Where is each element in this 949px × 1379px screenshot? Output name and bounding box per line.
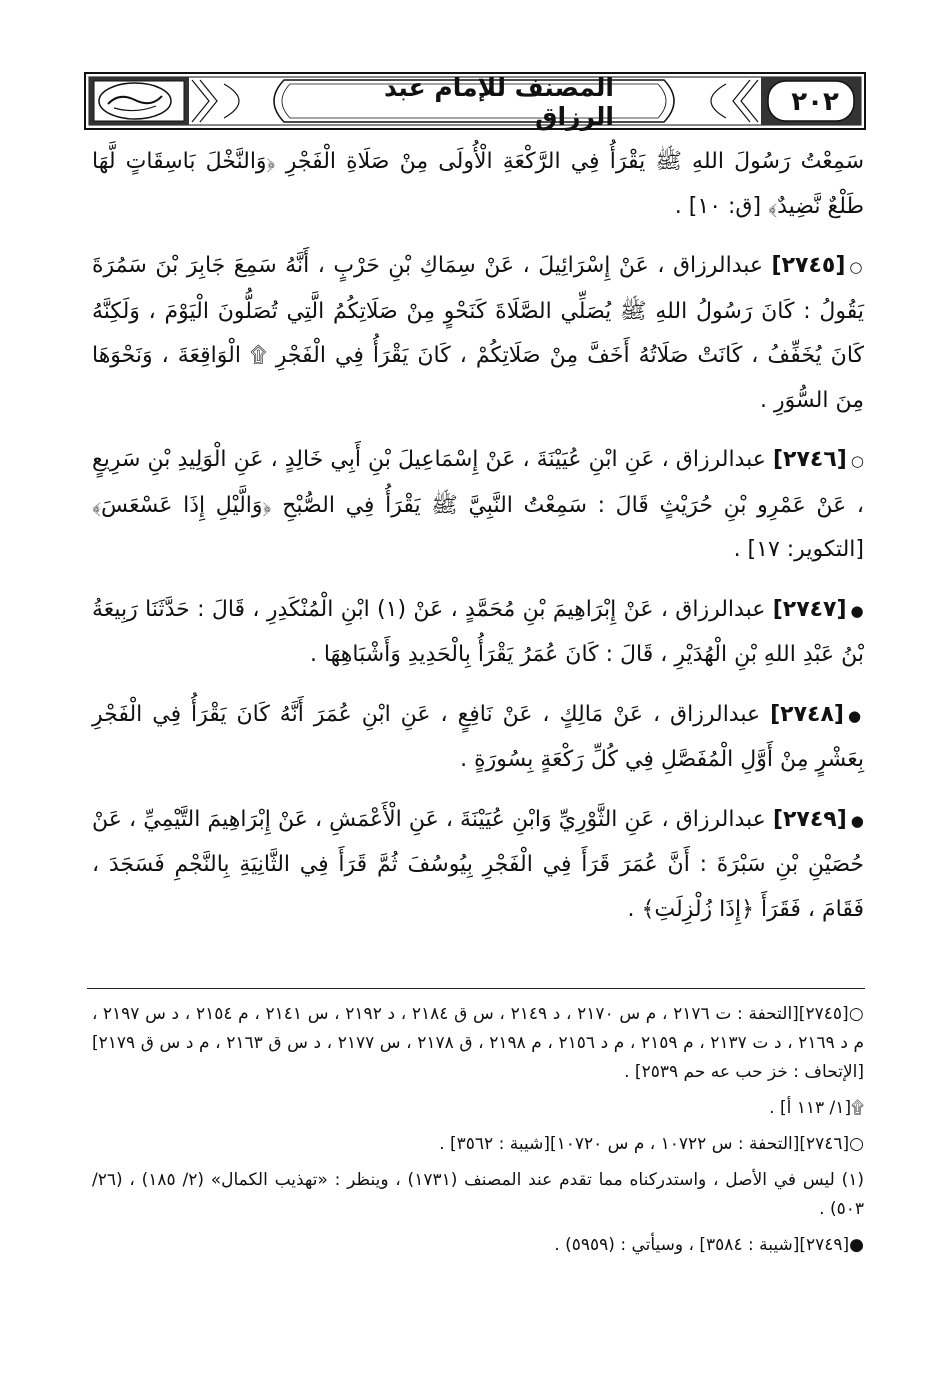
footnote-2745: ○[٢٧٤٥][التحفة : ت ٢١٧٦ ، م س ٢١٧٠ ، د ٢١٤٩ ، س ق ٢١٨٤ ، د ٢١٩٢ ، س ٢١٤١ ، م ٢١٥٤ ، د س ٢١٩٧ ، م د ٢١٦٩ ، د ت ٢١٣٧ ، م ٢١٥٩ ، م د ٢١٥٦ ، م ٢١٩٨ ، ق ٢١٧٨ ، س ٢١٧٧ ، د س ق ٢١٦٣ ، م د س ق ٢١٧٩][الإتحاف : خز حب عه حم ٢٥٣٩] .	[92, 1004, 865, 1082]
footnotes	[92, 1000, 864, 1267]
page-header	[84, 72, 866, 130]
footnote-1: (١) ليس في الأصل ، واستدركناه مما تقدم عند المصنف (١٧٣١) ، وينظر : «تهذيب الكمال» (٢/ ١٨٥) ، (٢٦/ ٥٠٣) .	[92, 1170, 864, 1219]
hadith-2746	[92, 438, 864, 573]
hadith-2745	[92, 244, 864, 423]
hadith-number: [٢٧٤٨]	[770, 701, 844, 727]
hadith-number: [٢٧٤٥]	[771, 253, 846, 278]
hadith-text: سَمِعْتُ رَسُولَ اللهِ ﷺ يَقْرَأُ فِي الرَّكْعَةِ الْأُولَى مِنْ صَلَاةِ الْفَجْرِ ﴿وَالنَّخْلَ بَاسِقَاتٍ لَّهَا طَلْعٌ نَّضِيدٌ﴾ [ق: ١٠] .	[92, 149, 864, 219]
hadith-marker: ●	[850, 601, 864, 620]
seal-icon	[94, 78, 176, 124]
hadith-number: [٢٧٤٩]	[772, 806, 847, 832]
hadith-2747	[92, 588, 864, 678]
hadith-text: عبدالرزاق ، عَنِ ابْنِ عُيَيْنَةَ ، عَنْ إِسْمَاعِيلَ بْنِ أَبِي خَالِدٍ ، عَنِ الْوَلِيدِ بْنِ سَرِيعٍ ، عَنْ عَمْرِو بْنِ حُرَيْثٍ قَالَ : سَمِعْتُ النَّبِيَّ ﷺ يَقْرَأُ فِي الصُّبْحِ ﴿وَالَّيْلِ إِذَا عَسْعَسَ﴾ [التكوير: ١٧] .	[92, 447, 864, 562]
footnote-2749: ●[٢٧٤٩][شيبة : ٣٥٨٤] ، وسيأتي : (٥٩٥٩) .	[554, 1235, 864, 1255]
footnote-divider	[87, 988, 865, 989]
header-title: المصنف للإمام عبد الرزاق	[383, 73, 614, 131]
hadith-text: عبدالرزاق ، عَنِ الثَّوْرِيِّ وَابْنِ عُيَيْنَةَ ، عَنِ الْأَعْمَشِ ، عَنْ إِبْرَاهِيمَ التَّيْمِيِّ ، عَنْ حُصَيْنِ بْنِ سَبْرَةَ : أَنَّ عُمَرَ قَرَأَ فِي الْفَجْرِ بِيُوسُفَ ثُمَّ قَرَأَ فِي الثَّانِيَةِ بِالنَّجْمِ فَسَجَدَ ، فَقَامَ ، فَقَرَأَ ﴿إِذَا زُلْزِلَتِ﴾ .	[92, 806, 864, 922]
hadith-marker: ○	[849, 258, 864, 276]
footnote-2746: ○[٢٧٤٦][التحفة : س ١٠٧٢٢ ، م س ١٠٧٢٠][شيبة : ٣٥٦٢] .	[439, 1134, 864, 1154]
hadith-marker: ●	[847, 706, 864, 725]
hadith-marker: ○	[850, 452, 864, 470]
hadith-2748	[92, 693, 864, 783]
hadith-continuation	[92, 140, 864, 229]
hadith-number: [٢٧٤٦]	[772, 447, 847, 472]
hadith-2749	[92, 798, 864, 933]
main-text	[92, 140, 864, 947]
hadith-number: [٢٧٤٧]	[772, 596, 847, 622]
hadith-marker: ●	[850, 811, 864, 830]
hadith-text: عبدالرزاق ، عَنْ إِسْرَائِيلَ ، عَنْ سِمَاكِ بْنِ حَرْبٍ ، أَنَّهُ سَمِعَ جَابِرَ بْنَ سَمُرَةَ يَقُولُ : كَانَ رَسُولُ اللهِ ﷺ يُصَلِّي الصَّلَاةَ كَنَحْوٍ مِنْ صَلَاتِكُمُ الَّتِي تُصَلُّونَ الْيَوْمَ ، وَلَكِنَّهُ كَانَ يُخَفِّفُ ، كَانَتْ صَلَاتُهُ أَخَفَّ مِنْ صَلَاتِكُمْ ، كَانَ يَقْرَأُ فِي الْفَجْرِ ۩ الْوَاقِعَةَ ، وَنَحْوَهَا مِنَ السُّوَرِ .	[92, 253, 864, 413]
hadith-text: عبدالرزاق ، عَنْ إِبْرَاهِيمَ بْنِ مُحَمَّدٍ ، عَنْ (١) ابْنِ الْمُنْكَدِرِ ، قَالَ : حَدَّثَنَا رَبِيعَةُ بْنُ عَبْدِ اللهِ بْنِ الْهُدَيْرِ ، قَالَ : كَانَ عُمَرُ يَقْرَأُ بِالْحَدِيدِ وَأَشْبَاهِهَا .	[92, 596, 864, 667]
header-seal	[94, 78, 176, 124]
footnote-folio: ۩[١/ ١١٣ أ] .	[769, 1098, 864, 1118]
page-number: ٢٠٢	[791, 87, 839, 117]
hadith-text: عبدالرزاق ، عَنْ مَالِكٍ ، عَنْ نَافِعٍ ، عَنِ ابْنِ عُمَرَ أَنَّهُ كَانَ يَقْرَأُ فِي الْفَجْرِ بِعَشْرٍ مِنْ أَوَّلِ الْمُفَصَّلِ فِي كُلِّ رَكْعَةٍ بِسُورَةٍ .	[92, 701, 864, 772]
